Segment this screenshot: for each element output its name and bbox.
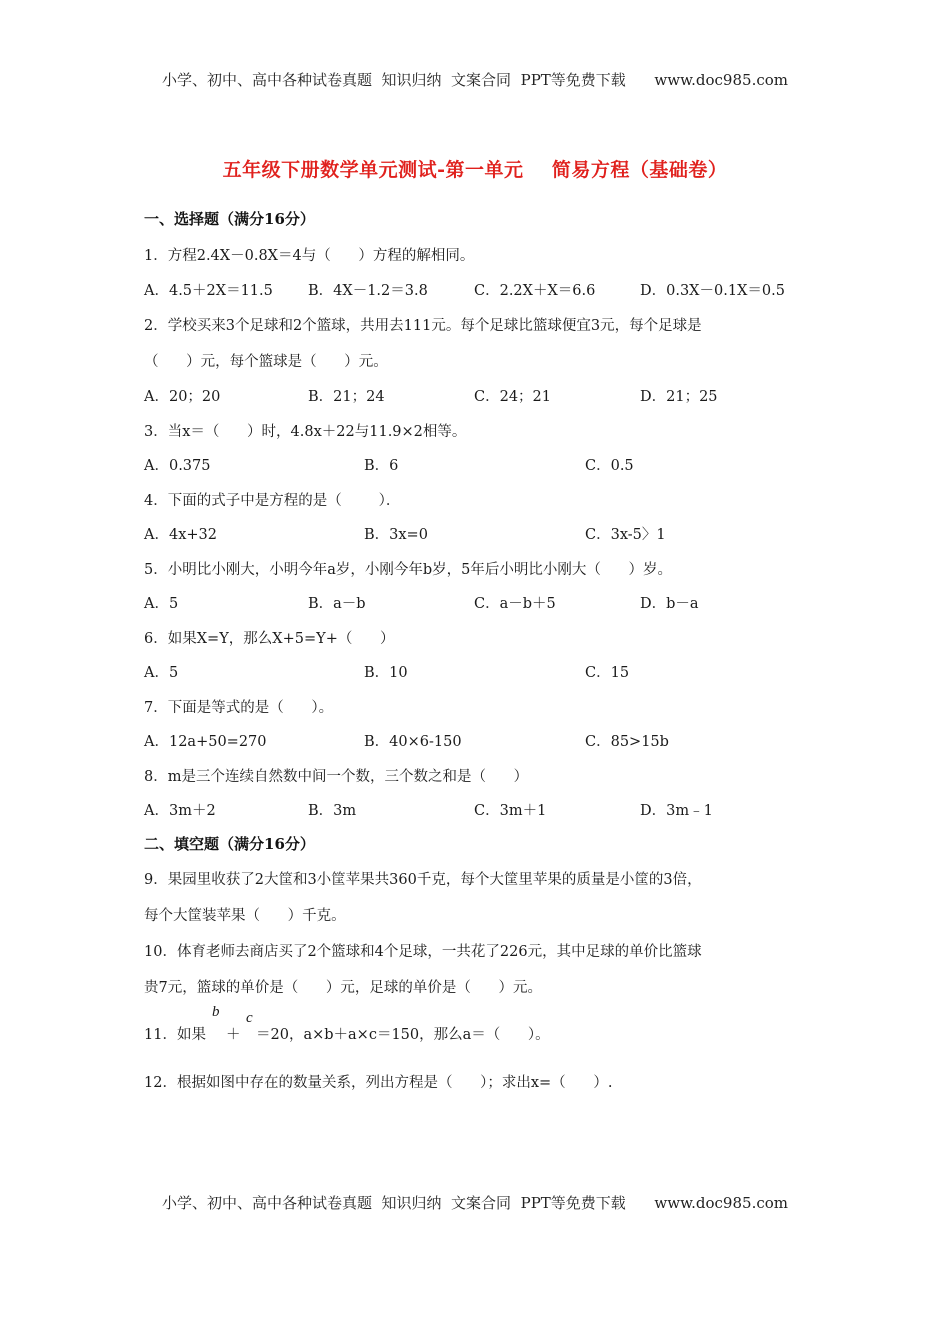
q6-option-b: B．10 <box>364 665 408 681</box>
page-header: 小学、初中、高中各种试卷真题 知识归纳 文案合同 PPT等免费下载 www.doc985.com <box>161 71 788 89</box>
page-title: 五年级下册数学单元测试-第一单元 简易方程（基础卷） <box>222 159 728 181</box>
question-9: 9．果园里收获了2大筐和3小筐苹果共360千克，每个大筐里苹果的质量是小筐的3倍， <box>144 872 702 888</box>
q7-option-c: C．85>15b <box>585 734 669 750</box>
q5-option-b: B．a－b <box>308 596 366 612</box>
q1-option-b: B．4X－1.2＝3.8 <box>308 283 428 299</box>
section-heading-fill: 二、填空题（满分16分） <box>144 835 315 853</box>
section-heading-choice: 一、选择题（满分16分） <box>144 210 315 228</box>
question-11-prefix: 11．如果 <box>144 1027 206 1043</box>
question-4: 4．下面的式子中是方程的是（ ）． <box>144 493 401 509</box>
q5-option-a: A．5 <box>144 596 179 612</box>
question-5: 5．小明比小刚大，小明今年a岁，小刚今年b岁，5年后小明比小刚大（ ）岁。 <box>144 562 673 578</box>
q7-option-a: A．12a+50=270 <box>144 734 267 750</box>
q7-option-b: B．40×6-150 <box>364 734 462 750</box>
question-12: 12．根据如图中存在的数量关系，列出方程是（ ）；求出x=（ ）. <box>144 1075 613 1091</box>
q6-option-a: A．5 <box>144 665 179 681</box>
q3-option-c: C．0.5 <box>585 458 634 474</box>
q1-option-d: D．0.3X－0.1X＝0.5 <box>640 283 785 299</box>
question-10-line2: 贵7元，篮球的单价是（ ）元，足球的单价是（ ）元。 <box>144 980 543 996</box>
q8-option-d: D．3m﹣1 <box>640 803 713 819</box>
question-3: 3．当x＝（ ）时，4.8x＋22与11.9×2相等。 <box>144 424 467 440</box>
q2-option-c: C．24；21 <box>474 389 551 405</box>
q8-option-b: B．3m <box>308 803 357 819</box>
question-11-suffix: ＝20，a×b＋a×c＝150，那么a＝（ ）。 <box>256 1027 550 1043</box>
page-footer: 小学、初中、高中各种试卷真题 知识归纳 文案合同 PPT等免费下载 www.doc985.com <box>161 1194 788 1212</box>
question-6: 6．如果X=Y，那么X+5=Y+（ ） <box>144 631 395 647</box>
question-1: 1．方程2.4X－0.8X＝4与（ ）方程的解相同。 <box>144 248 475 264</box>
q3-option-a: A．0.375 <box>144 458 211 474</box>
q1-option-c: C．2.2X＋X＝6.6 <box>474 283 596 299</box>
question-7: 7．下面是等式的是（ ）。 <box>144 700 334 716</box>
q4-option-b: B．3x=0 <box>364 527 428 543</box>
q11-plus: ＋ <box>226 1027 241 1043</box>
q1-option-a: A．4.5＋2X＝11.5 <box>144 283 273 299</box>
q2-option-d: D．21；25 <box>640 389 718 405</box>
q5-option-c: C．a－b＋5 <box>474 596 556 612</box>
q11-fraction-c: c <box>246 1010 253 1026</box>
q6-option-c: C．15 <box>585 665 630 681</box>
q2-option-b: B．21；24 <box>308 389 385 405</box>
q8-option-a: A．3m＋2 <box>144 803 216 819</box>
question-2-line2: （ ）元，每个篮球是（ ）元。 <box>144 354 388 370</box>
q3-option-b: B．6 <box>364 458 399 474</box>
q4-option-a: A．4x+32 <box>144 527 217 543</box>
q5-option-d: D．b－a <box>640 596 699 612</box>
question-2: 2．学校买来3个足球和2个篮球，共用去111元。每个足球比篮球便宜3元，每个足球是 <box>144 318 702 334</box>
q2-option-a: A．20；20 <box>144 389 221 405</box>
question-8: 8．m是三个连续自然数中间一个数，三个数之和是（ ） <box>144 769 529 785</box>
q4-option-c: C．3x-5〉1 <box>585 527 666 543</box>
question-9-line2: 每个大筐装苹果（ ）千克。 <box>144 908 346 924</box>
q11-fraction-b: b <box>212 1004 220 1020</box>
q8-option-c: C．3m＋1 <box>474 803 547 819</box>
question-10: 10．体育老师去商店买了2个篮球和4个足球，一共花了226元，其中足球的单价比篮球 <box>144 944 702 960</box>
